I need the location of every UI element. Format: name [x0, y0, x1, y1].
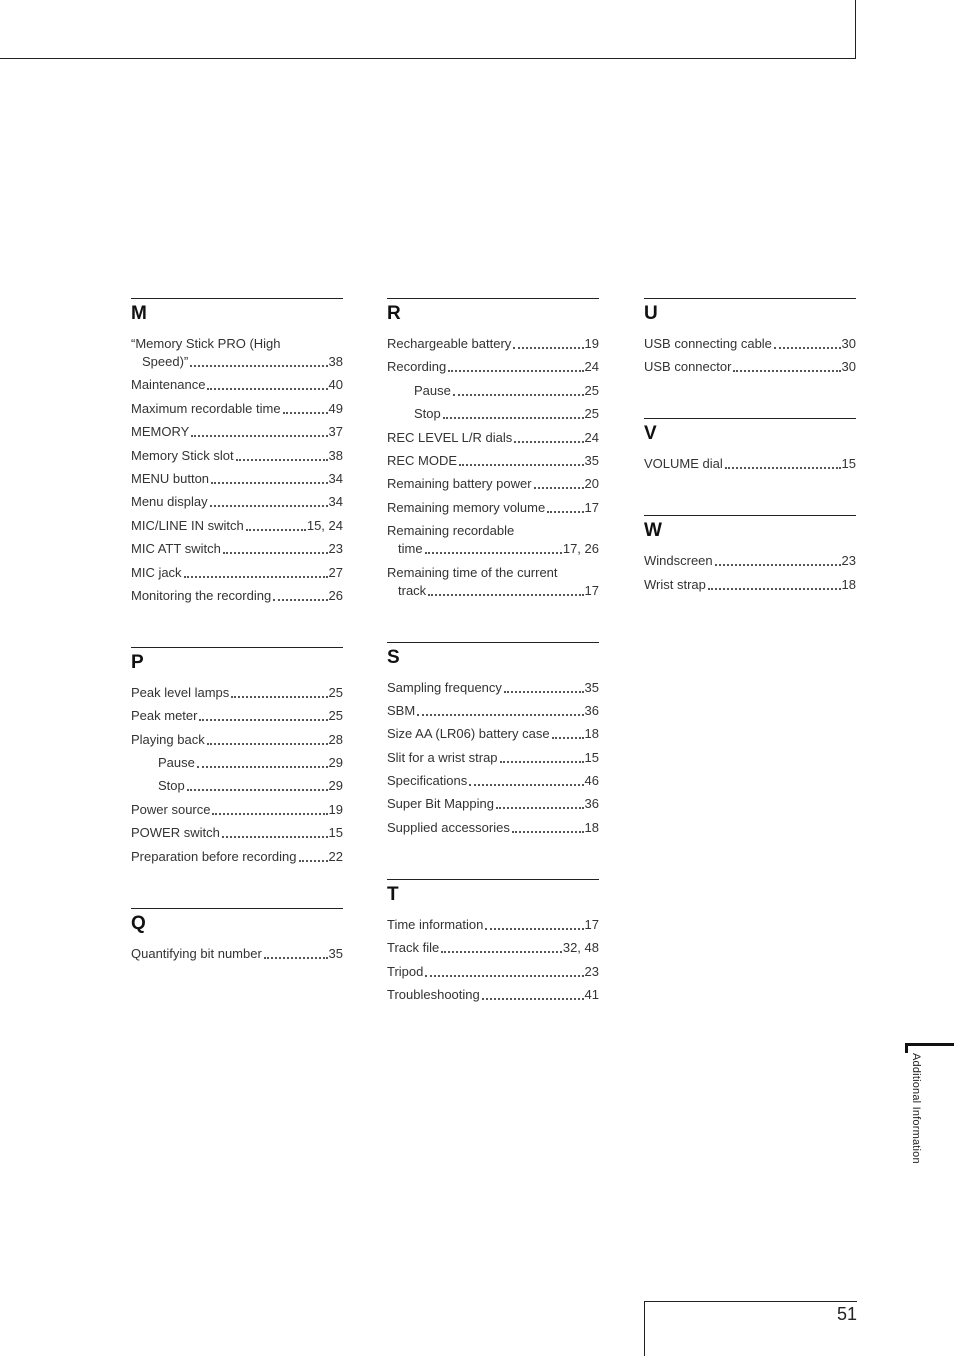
- dot-leader: [197, 766, 328, 768]
- section-letter: W: [644, 520, 662, 542]
- index-entry: [387, 429, 599, 447]
- index-entry: [131, 335, 343, 371]
- dot-leader: [500, 761, 584, 763]
- footer-frame: [644, 1301, 857, 1356]
- entry-page-number: 23: [841, 553, 856, 569]
- dot-leader: [469, 784, 583, 786]
- entry-label: Stop: [414, 406, 441, 422]
- section-divider: [131, 647, 343, 648]
- entry-page-number: 25: [584, 406, 599, 422]
- entry-page-number: 24: [584, 429, 599, 445]
- entry-page-number: 17: [584, 499, 599, 515]
- dot-leader: [299, 860, 328, 862]
- entry-label-continued: track: [398, 582, 427, 598]
- index-entry: [131, 400, 343, 418]
- dot-leader: [190, 365, 327, 367]
- entry-page-number: 36: [584, 796, 599, 812]
- entry-page-number: 15: [328, 825, 343, 841]
- side-tab-stem: [905, 1043, 908, 1053]
- entry-page-number: 23: [584, 963, 599, 979]
- entry-label: REC LEVEL L/R dials: [387, 429, 513, 445]
- entry-page-number: 35: [584, 679, 599, 695]
- entry-page-number: 32, 48: [562, 940, 599, 956]
- index-entry: [387, 499, 599, 517]
- entry-page-number: 22: [328, 848, 343, 864]
- index-entry: [387, 702, 599, 720]
- entry-page-number: 23: [328, 541, 343, 557]
- index-section-s: [387, 642, 599, 837]
- section-divider: [644, 418, 856, 419]
- section-letter: T: [387, 883, 399, 905]
- dot-leader: [482, 998, 584, 1000]
- dot-leader: [774, 347, 841, 349]
- entry-label: MENU button: [131, 470, 210, 486]
- index-entry: [387, 405, 599, 423]
- page-number: 51: [836, 1304, 857, 1324]
- entry-label: Supplied accessories: [387, 819, 510, 835]
- entry-label: MIC jack: [131, 564, 182, 580]
- header-frame: [0, 0, 856, 59]
- index-entry: [131, 517, 343, 535]
- entry-label: Remaining memory volume: [387, 499, 546, 515]
- entry-label: Remaining time of the current: [387, 564, 558, 580]
- index-entry: [387, 963, 599, 981]
- dot-leader: [715, 564, 841, 566]
- index-entry: [131, 470, 343, 488]
- dot-leader: [708, 588, 841, 590]
- dot-leader: [459, 464, 583, 466]
- entry-label: USB connector: [644, 359, 732, 375]
- entry-label: Maintenance: [131, 377, 206, 393]
- section-divider: [644, 298, 856, 299]
- dot-leader: [514, 441, 583, 443]
- index-entry: [131, 540, 343, 558]
- dot-leader: [725, 467, 841, 469]
- entry-page-number: 20: [584, 476, 599, 492]
- entry-page-number: 30: [841, 359, 856, 375]
- entry-page-number: 29: [328, 755, 343, 771]
- dot-leader: [453, 394, 584, 396]
- index-entry: [131, 376, 343, 394]
- index-section-u: [644, 298, 856, 376]
- section-divider: [387, 642, 599, 643]
- index-section-r: [387, 298, 599, 600]
- index-entry: [387, 564, 599, 600]
- entry-label: MEMORY: [131, 424, 190, 440]
- dot-leader: [513, 347, 583, 349]
- entry-label: Tripod: [387, 963, 424, 979]
- entry-page-number: 28: [328, 731, 343, 747]
- entry-label: Stop: [158, 778, 185, 794]
- entry-page-number: 15: [584, 749, 599, 765]
- dot-leader: [428, 594, 583, 596]
- section-letter: M: [131, 303, 147, 324]
- entry-page-number: 27: [328, 564, 343, 580]
- entry-page-number: 29: [328, 778, 343, 794]
- entry-page-number: 46: [584, 773, 599, 789]
- index-entry: [387, 772, 599, 790]
- entry-page-number: 41: [584, 987, 599, 1003]
- side-tab-marker: [905, 1043, 954, 1046]
- index-section-w: [644, 515, 856, 593]
- index-entry: [387, 452, 599, 470]
- index-entry: [387, 749, 599, 767]
- index-entry: [387, 939, 599, 957]
- index-entry: [387, 335, 599, 353]
- entry-label: Pause: [414, 382, 451, 398]
- entry-page-number: 18: [584, 726, 599, 742]
- dot-leader: [496, 807, 584, 809]
- entry-label: Track file: [387, 940, 440, 956]
- entry-label: “Memory Stick PRO (High: [131, 336, 281, 351]
- section-divider: [644, 515, 856, 516]
- index-entry: [387, 679, 599, 697]
- dot-leader: [199, 719, 327, 721]
- dot-leader: [448, 370, 583, 372]
- entry-label: Pause: [158, 755, 195, 771]
- entry-page-number: 15, 24: [306, 517, 343, 533]
- index-entry: [387, 382, 599, 400]
- dot-leader: [512, 831, 584, 833]
- entry-label: Specifications: [387, 773, 468, 789]
- dot-leader: [547, 511, 583, 513]
- entry-page-number: 26: [328, 587, 343, 603]
- section-divider: [387, 298, 599, 299]
- index-entry: [387, 358, 599, 376]
- entry-page-number: 15: [841, 456, 856, 472]
- dot-leader: [733, 370, 840, 372]
- index-entry: [131, 945, 343, 963]
- index-section-p: [131, 647, 343, 866]
- entry-page-number: 19: [584, 336, 599, 351]
- index-entry: [131, 824, 343, 842]
- entry-label: Rechargeable battery: [387, 336, 512, 351]
- index-entry: [387, 725, 599, 743]
- entry-label: Recording: [387, 359, 447, 375]
- side-tab-label: Additional Information: [910, 1053, 922, 1164]
- index-section-q: [131, 908, 343, 963]
- dot-leader: [222, 836, 328, 838]
- index-column-3: [644, 298, 856, 636]
- entry-page-number: 25: [328, 684, 343, 700]
- entry-label: Menu display: [131, 494, 208, 510]
- index-entry: [131, 684, 343, 702]
- entry-page-number: 38: [328, 354, 343, 369]
- index-entry: [131, 564, 343, 582]
- entry-page-number: 34: [328, 470, 343, 486]
- entry-page-number: 37: [328, 424, 343, 440]
- dot-leader: [212, 813, 327, 815]
- section-letter: P: [131, 651, 144, 673]
- entry-page-number: 18: [841, 576, 856, 592]
- entry-label: Memory Stick slot: [131, 447, 234, 463]
- index-entry: [387, 916, 599, 934]
- entry-page-number: 17: [584, 916, 599, 932]
- entry-label: Troubleshooting: [387, 987, 480, 1003]
- index-entry: [131, 754, 343, 772]
- index-entry: [644, 335, 856, 353]
- dot-leader: [552, 737, 584, 739]
- section-letter: Q: [131, 912, 146, 934]
- entry-page-number: 35: [584, 452, 599, 468]
- dot-leader: [223, 552, 328, 554]
- dot-leader: [485, 928, 583, 930]
- dot-leader: [264, 957, 328, 959]
- index-entry: [644, 358, 856, 376]
- dot-leader: [425, 552, 562, 554]
- dot-leader: [207, 388, 327, 390]
- entry-label: Super Bit Mapping: [387, 796, 494, 812]
- entry-page-number: 49: [328, 400, 343, 416]
- entry-label: Sampling frequency: [387, 679, 502, 695]
- index-entry: [644, 552, 856, 570]
- entry-label: VOLUME dial: [644, 456, 723, 472]
- index-entry: [387, 986, 599, 1004]
- entry-label-continued: time: [398, 541, 423, 557]
- index-entry: [131, 777, 343, 795]
- entry-label: Peak meter: [131, 708, 198, 724]
- entry-label: Preparation before recording: [131, 848, 297, 864]
- section-letter: S: [387, 646, 400, 668]
- entry-label: Remaining battery power: [387, 476, 532, 492]
- entry-page-number: 30: [841, 336, 856, 351]
- index-section-m: [131, 298, 343, 605]
- entry-page-number: 18: [584, 819, 599, 835]
- entry-label: REC MODE: [387, 452, 458, 468]
- dot-leader: [191, 435, 327, 437]
- index-entry: [131, 707, 343, 725]
- entry-label: USB connecting cable: [644, 336, 772, 351]
- section-letter: V: [644, 423, 657, 445]
- entry-label: SBM: [387, 702, 416, 718]
- index-column-1: [131, 298, 343, 1005]
- section-divider: [387, 879, 599, 880]
- index-column-2: [387, 298, 599, 1046]
- index-section-v: [644, 418, 856, 473]
- entry-label: Power source: [131, 801, 211, 817]
- entry-page-number: 17: [584, 582, 599, 598]
- entry-page-number: 40: [328, 377, 343, 393]
- dot-leader: [184, 576, 328, 578]
- entry-label: Time information: [387, 916, 484, 932]
- dot-leader: [210, 505, 328, 507]
- index-entry: [131, 423, 343, 441]
- index-entry: [387, 819, 599, 837]
- index-section-t: [387, 879, 599, 1004]
- section-divider: [131, 298, 343, 299]
- index-entry: [644, 455, 856, 473]
- dot-leader: [283, 412, 328, 414]
- entry-label: Monitoring the recording: [131, 587, 272, 603]
- index-entry: [131, 731, 343, 749]
- entry-page-number: 36: [584, 702, 599, 718]
- index-entry: [387, 795, 599, 813]
- entry-page-number: 25: [584, 382, 599, 398]
- index-entry: [131, 493, 343, 511]
- entry-label: Size AA (LR06) battery case: [387, 726, 550, 742]
- dot-leader: [207, 743, 328, 745]
- entry-page-number: 24: [584, 359, 599, 375]
- index-entry: [131, 848, 343, 866]
- index-entry: [644, 576, 856, 594]
- dot-leader: [231, 696, 327, 698]
- index-entry: [387, 475, 599, 493]
- entry-label: MIC ATT switch: [131, 541, 221, 557]
- entry-page-number: 17, 26: [562, 541, 599, 557]
- section-letter: U: [644, 303, 658, 324]
- entry-label: Quantifying bit number: [131, 945, 262, 961]
- entry-page-number: 19: [328, 801, 343, 817]
- dot-leader: [504, 691, 584, 693]
- dot-leader: [534, 487, 584, 489]
- entry-label: Remaining recordable: [387, 523, 515, 539]
- index-entry: [131, 801, 343, 819]
- dot-leader: [236, 459, 328, 461]
- dot-leader: [211, 482, 327, 484]
- dot-leader: [441, 951, 562, 953]
- dot-leader: [246, 529, 306, 531]
- entry-label: MIC/LINE IN switch: [131, 517, 244, 533]
- entry-label-continued: Speed)”: [142, 354, 189, 369]
- dot-leader: [187, 789, 328, 791]
- entry-page-number: 35: [328, 945, 343, 961]
- section-letter: R: [387, 303, 401, 324]
- dot-leader: [443, 417, 584, 419]
- index-entry: [131, 587, 343, 605]
- entry-label: Windscreen: [644, 553, 713, 569]
- index-entry: [387, 522, 599, 558]
- dot-leader: [417, 714, 583, 716]
- section-divider: [131, 908, 343, 909]
- entry-page-number: 25: [328, 708, 343, 724]
- entry-label: Peak level lamps: [131, 684, 230, 700]
- entry-label: Slit for a wrist strap: [387, 749, 498, 765]
- dot-leader: [273, 599, 327, 601]
- entry-page-number: 34: [328, 494, 343, 510]
- entry-label: POWER switch: [131, 825, 220, 841]
- entry-label: Wrist strap: [644, 576, 706, 592]
- entry-page-number: 38: [328, 447, 343, 463]
- entry-label: Playing back: [131, 731, 205, 747]
- index-entry: [131, 447, 343, 465]
- entry-label: Maximum recordable time: [131, 400, 281, 416]
- dot-leader: [425, 975, 583, 977]
